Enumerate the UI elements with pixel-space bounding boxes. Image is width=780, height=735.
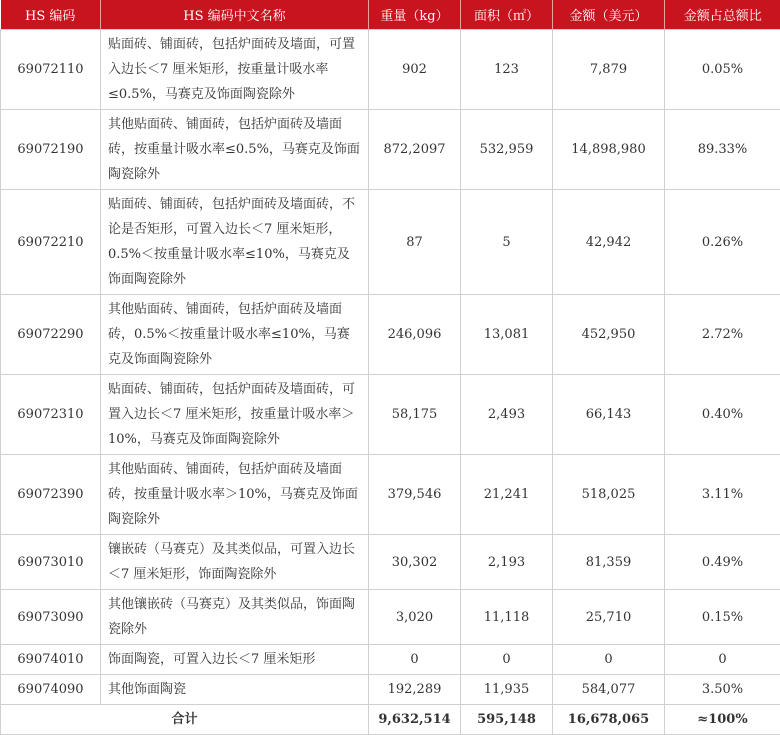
cell-area: 2,493 <box>461 375 553 455</box>
header-hs-name: HS 编码中文名称 <box>101 0 369 30</box>
cell-weight: 872,2097 <box>369 110 461 190</box>
cell-share: 0.15% <box>665 590 780 645</box>
total-weight: 9,632,514 <box>369 705 461 735</box>
total-amount: 16,678,065 <box>553 705 665 735</box>
total-area: 595,148 <box>461 705 553 735</box>
cell-hs-code: 69073090 <box>1 590 101 645</box>
cell-hs-name: 其他贴面砖、铺面砖，包括炉面砖及墙面砖，按重量计吸水率＞10%，马赛克及饰面陶瓷除外 <box>101 455 369 535</box>
header-share: 金额占总额比 <box>665 0 780 30</box>
cell-amount: 7,879 <box>553 30 665 110</box>
cell-amount: 81,359 <box>553 535 665 590</box>
cell-area: 5 <box>461 190 553 295</box>
cell-hs-code: 69072390 <box>1 455 101 535</box>
cell-hs-code: 69074090 <box>1 675 101 705</box>
cell-weight: 58,175 <box>369 375 461 455</box>
cell-area: 123 <box>461 30 553 110</box>
cell-share: 0 <box>665 645 780 675</box>
total-share: ≈100% <box>665 705 780 735</box>
cell-hs-code: 69072110 <box>1 30 101 110</box>
cell-area: 0 <box>461 645 553 675</box>
cell-weight: 3,020 <box>369 590 461 645</box>
cell-area: 532,959 <box>461 110 553 190</box>
cell-hs-code: 69072210 <box>1 190 101 295</box>
cell-weight: 379,546 <box>369 455 461 535</box>
cell-share: 0.05% <box>665 30 780 110</box>
table-row <box>1 110 780 190</box>
cell-share: 89.33% <box>665 110 780 190</box>
cell-hs-name: 贴面砖、铺面砖，包括炉面砖及墙面砖，可置入边长＜7 厘米矩形，按重量计吸水率＞10%，马赛克及饰面陶瓷除外 <box>101 375 369 455</box>
table-row <box>1 675 780 705</box>
table-row <box>1 455 780 535</box>
cell-weight: 246,096 <box>369 295 461 375</box>
table-row <box>1 295 780 375</box>
cell-amount: 452,950 <box>553 295 665 375</box>
cell-amount: 66,143 <box>553 375 665 455</box>
cell-weight: 87 <box>369 190 461 295</box>
cell-share: 2.72% <box>665 295 780 375</box>
cell-hs-name: 贴面砖、铺面砖，包括炉面砖及墙面，可置入边长＜7 厘米矩形，按重量计吸水率≤0.5%，马赛克及饰面陶瓷除外 <box>101 30 369 110</box>
cell-share: 3.50% <box>665 675 780 705</box>
table-row <box>1 535 780 590</box>
cell-area: 13,081 <box>461 295 553 375</box>
header-weight: 重量（kg） <box>369 0 461 30</box>
cell-weight: 30,302 <box>369 535 461 590</box>
cell-amount: 25,710 <box>553 590 665 645</box>
table-header-row <box>1 0 780 30</box>
cell-amount: 42,942 <box>553 190 665 295</box>
cell-amount: 518,025 <box>553 455 665 535</box>
cell-area: 2,193 <box>461 535 553 590</box>
header-amount: 金额（美元） <box>553 0 665 30</box>
cell-weight: 902 <box>369 30 461 110</box>
cell-hs-name: 饰面陶瓷，可置入边长＜7 厘米矩形 <box>101 645 369 675</box>
cell-area: 21,241 <box>461 455 553 535</box>
cell-weight: 0 <box>369 645 461 675</box>
cell-area: 11,118 <box>461 590 553 645</box>
header-hs-code: HS 编码 <box>1 0 101 30</box>
cell-area: 11,935 <box>461 675 553 705</box>
cell-share: 0.49% <box>665 535 780 590</box>
table-row <box>1 190 780 295</box>
cell-hs-name: 其他镶嵌砖（马赛克）及其类似品，饰面陶瓷除外 <box>101 590 369 645</box>
cell-share: 0.40% <box>665 375 780 455</box>
cell-amount: 584,077 <box>553 675 665 705</box>
header-area: 面积（㎡） <box>461 0 553 30</box>
cell-hs-name: 镶嵌砖（马赛克）及其类似品，可置入边长＜7 厘米矩形，饰面陶瓷除外 <box>101 535 369 590</box>
table-row <box>1 375 780 455</box>
cell-hs-code: 69072310 <box>1 375 101 455</box>
total-row <box>1 705 780 735</box>
cell-weight: 192,289 <box>369 675 461 705</box>
total-label: 合计 <box>1 705 369 735</box>
cell-share: 3.11% <box>665 455 780 535</box>
cell-hs-code: 69072190 <box>1 110 101 190</box>
table-row <box>1 590 780 645</box>
cell-amount: 0 <box>553 645 665 675</box>
cell-hs-name: 其他贴面砖、铺面砖，包括炉面砖及墙面砖，0.5%＜按重量计吸水率≤10%，马赛克及饰面陶瓷除外 <box>101 295 369 375</box>
table-row <box>1 645 780 675</box>
cell-hs-code: 69073010 <box>1 535 101 590</box>
table-row <box>1 30 780 110</box>
cell-hs-code: 69072290 <box>1 295 101 375</box>
cell-hs-code: 69074010 <box>1 645 101 675</box>
cell-amount: 14,898,980 <box>553 110 665 190</box>
cell-hs-name: 贴面砖、铺面砖，包括炉面砖及墙面砖，不论是否矩形，可置入边长＜7 厘米矩形，0.5%＜按重量计吸水率≤10%，马赛克及饰面陶瓷除外 <box>101 190 369 295</box>
cell-share: 0.26% <box>665 190 780 295</box>
cell-hs-name: 其他贴面砖、铺面砖，包括炉面砖及墙面砖，按重量计吸水率≤0.5%，马赛克及饰面陶瓷除外 <box>101 110 369 190</box>
cell-hs-name: 其他饰面陶瓷 <box>101 675 369 705</box>
